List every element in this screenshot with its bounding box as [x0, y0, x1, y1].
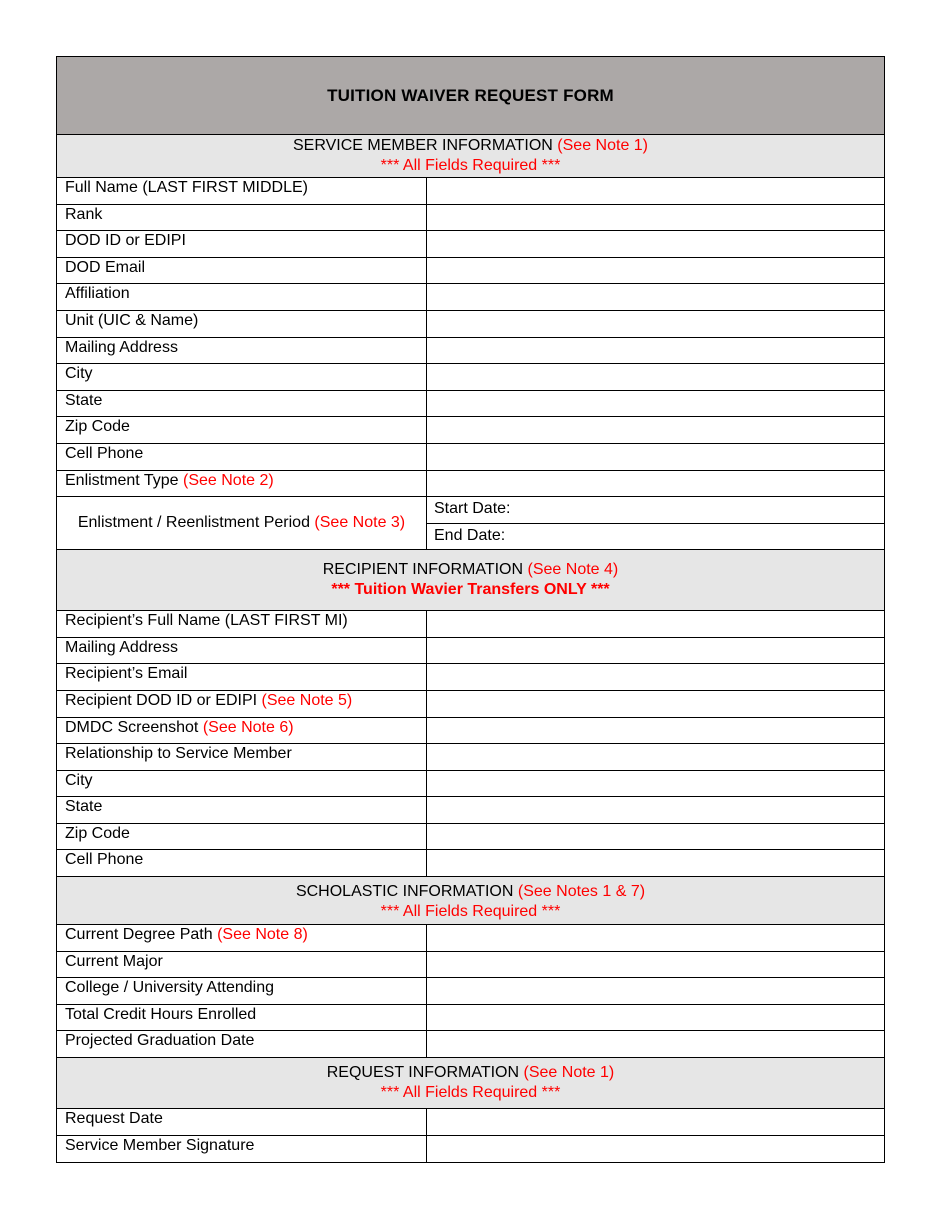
enlistment-type-input[interactable]: [427, 471, 884, 497]
enlistment-period-note[interactable]: (See Note 3): [314, 514, 406, 532]
end-date-input[interactable]: End Date:: [434, 526, 506, 544]
field-label: State: [57, 391, 427, 417]
field-label: Service Member Signature: [57, 1136, 427, 1163]
recipient-dod-id-input[interactable]: [427, 691, 884, 717]
table-row: [57, 205, 884, 232]
rank-input[interactable]: [427, 205, 884, 231]
major-input[interactable]: [427, 952, 884, 978]
field-label: DOD ID or EDIPI: [57, 231, 427, 257]
table-row: [57, 417, 884, 444]
field-label: Zip Code: [57, 824, 427, 850]
table-row: [57, 1109, 884, 1136]
section-scholastic: [57, 877, 884, 925]
request-heading-note[interactable]: (See Note 1): [523, 1064, 615, 1082]
unit-input[interactable]: [427, 311, 884, 337]
field-label: City: [57, 771, 427, 797]
field-label: Unit (UIC & Name): [57, 311, 427, 337]
college-input[interactable]: [427, 978, 884, 1004]
table-row: [57, 744, 884, 771]
zip-code-input[interactable]: [427, 417, 884, 443]
mailing-address-input[interactable]: [427, 338, 884, 364]
table-row: [57, 691, 884, 718]
section-recipient: [57, 550, 884, 611]
field-label: Cell Phone: [57, 444, 427, 470]
field-label: Total Credit Hours Enrolled: [57, 1005, 427, 1031]
table-row: [57, 364, 884, 391]
enlistment-period-label: Enlistment / Reenlistment Period: [77, 514, 310, 532]
affiliation-input[interactable]: [427, 284, 884, 310]
section-heading: [57, 1063, 884, 1083]
field-label: Mailing Address: [57, 338, 427, 364]
graduation-date-input[interactable]: [427, 1031, 884, 1057]
enlistment-type-note[interactable]: (See Note 2): [183, 471, 274, 489]
table-row: [57, 284, 884, 311]
table-row: [57, 178, 884, 205]
degree-path-input[interactable]: [427, 925, 884, 951]
field-label: Affiliation: [57, 284, 427, 310]
section-heading: [57, 882, 884, 902]
service-required-text: *** All Fields Required ***: [380, 156, 561, 174]
table-row: [57, 311, 884, 338]
table-row: [57, 824, 884, 851]
section-heading: [57, 136, 884, 156]
field-label: Current Major: [57, 952, 427, 978]
recipient-cell-phone-input[interactable]: [427, 850, 884, 876]
dod-email-input[interactable]: [427, 258, 884, 284]
recipient-full-name-input[interactable]: [427, 611, 884, 637]
dmdc-screenshot-input[interactable]: [427, 718, 884, 744]
full-name-input[interactable]: [427, 178, 884, 204]
table-row: [57, 497, 884, 550]
table-row: [57, 850, 884, 877]
recipient-required-text: *** Tuition Wavier Transfers ONLY ***: [331, 580, 610, 598]
field-label: Zip Code: [57, 417, 427, 443]
table-row: [57, 952, 884, 979]
table-row: [57, 231, 884, 258]
table-row: [57, 1031, 884, 1058]
table-row: [57, 925, 884, 952]
state-input[interactable]: [427, 391, 884, 417]
field-label: DOD Email: [57, 258, 427, 284]
field-label: [57, 497, 427, 549]
field-label: Full Name (LAST FIRST MIDDLE): [57, 178, 427, 204]
city-input[interactable]: [427, 364, 884, 390]
form-title: TUITION WAIVER REQUEST FORM: [57, 57, 884, 135]
request-heading-text: REQUEST INFORMATION: [326, 1064, 520, 1082]
table-row: [57, 771, 884, 798]
field-label: [57, 691, 427, 717]
service-heading-note[interactable]: (See Note 1): [557, 137, 649, 154]
table-row: [57, 258, 884, 285]
table-row: [57, 444, 884, 471]
field-label: College / University Attending: [57, 978, 427, 1004]
table-row: [57, 978, 884, 1005]
enlistment-type-label: Enlistment Type: [65, 471, 179, 489]
recipient-heading-note[interactable]: (See Note 4): [527, 561, 619, 579]
scholastic-heading-text: SCHOLASTIC INFORMATION: [295, 883, 514, 901]
tuition-waiver-form: [56, 56, 885, 1163]
recipient-mailing-address-input[interactable]: [427, 638, 884, 664]
field-label: [57, 471, 427, 497]
recipient-dod-id-note[interactable]: (See Note 5): [261, 691, 353, 709]
degree-path-note[interactable]: (See Note 8): [217, 926, 308, 944]
section-service-member: [57, 135, 884, 178]
dmdc-screenshot-label: DMDC Screenshot: [65, 718, 199, 736]
table-row: [57, 391, 884, 418]
field-label: [57, 925, 427, 951]
enlistment-period-dates: [427, 497, 884, 549]
scholastic-heading-note[interactable]: (See Notes 1 & 7): [517, 883, 646, 901]
request-date-input[interactable]: [427, 1109, 884, 1135]
dod-id-input[interactable]: [427, 231, 884, 257]
section-heading: [57, 560, 884, 580]
recipient-heading-text: RECIPIENT INFORMATION: [322, 561, 524, 579]
signature-input[interactable]: [427, 1136, 884, 1163]
credit-hours-input[interactable]: [427, 1005, 884, 1031]
field-label: Recipient’s Email: [57, 664, 427, 690]
recipient-zip-code-input[interactable]: [427, 824, 884, 850]
request-required-text: *** All Fields Required ***: [380, 1083, 561, 1101]
field-label: Mailing Address: [57, 638, 427, 664]
table-row: [57, 1136, 884, 1163]
recipient-city-input[interactable]: [427, 771, 884, 797]
table-row: [57, 471, 884, 498]
field-label: Request Date: [57, 1109, 427, 1135]
recipient-dod-id-label: Recipient DOD ID or EDIPI: [65, 691, 258, 709]
field-label: Recipient’s Full Name (LAST FIRST MI): [57, 611, 427, 637]
degree-path-label: Current Degree Path: [65, 926, 213, 944]
table-row: [57, 797, 884, 824]
table-row: [57, 718, 884, 745]
field-label: Cell Phone: [57, 850, 427, 876]
recipient-state-input[interactable]: [427, 797, 884, 823]
recipient-email-input[interactable]: [427, 664, 884, 690]
scholastic-required-text: *** All Fields Required ***: [380, 902, 561, 920]
table-row: [57, 638, 884, 665]
field-label: State: [57, 797, 427, 823]
field-label: [57, 718, 427, 744]
service-heading-text: SERVICE MEMBER INFORMATION: [292, 137, 553, 154]
table-row: [57, 1005, 884, 1032]
cell-phone-input[interactable]: [427, 444, 884, 470]
field-label: City: [57, 364, 427, 390]
table-row: [57, 664, 884, 691]
field-label: Relationship to Service Member: [57, 744, 427, 770]
field-label: Projected Graduation Date: [57, 1031, 427, 1057]
relationship-input[interactable]: [427, 744, 884, 770]
field-label: Rank: [57, 205, 427, 231]
section-request: [57, 1058, 884, 1109]
dmdc-screenshot-note[interactable]: (See Note 6): [202, 718, 294, 736]
start-date-input[interactable]: Start Date:: [427, 497, 884, 524]
table-row: [57, 611, 884, 638]
table-row: [57, 338, 884, 365]
